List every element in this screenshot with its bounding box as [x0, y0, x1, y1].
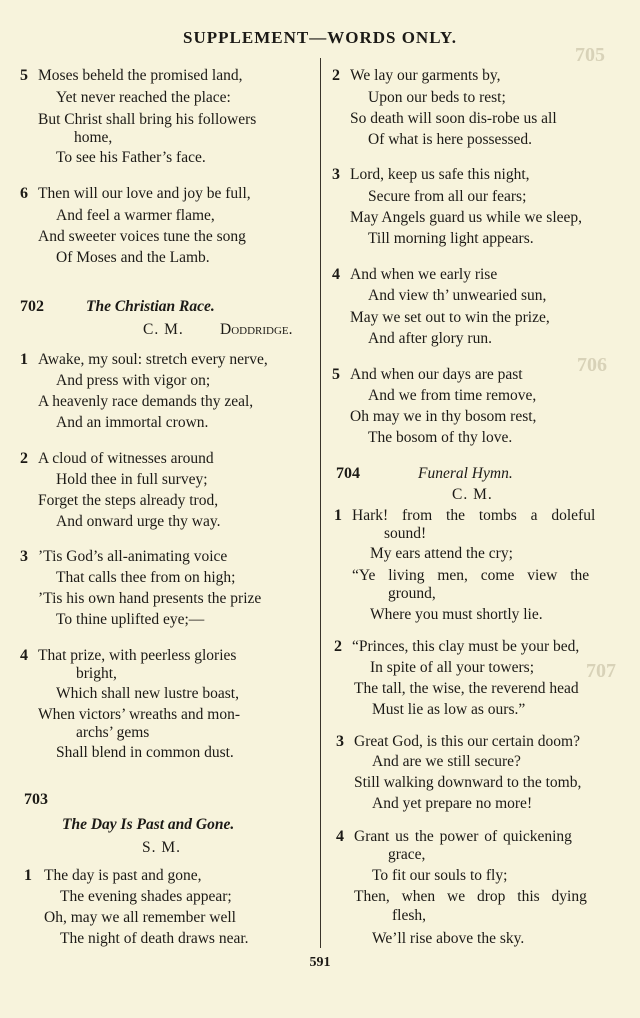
hymn-title: The Christian Race. — [86, 298, 215, 315]
verse-line: sound! — [384, 525, 427, 542]
ghost-hymn-number: 707 — [586, 660, 616, 682]
verse-line: Shall blend in common dust. — [56, 744, 234, 761]
verse-line: Which shall new lustre boast, — [56, 685, 239, 702]
verse-line: Moses beheld the promised land, — [38, 67, 243, 84]
verse-number: 3 — [332, 166, 340, 183]
verse-line: And yet prepare no more! — [372, 795, 533, 812]
verse-line: That calls thee from on high; — [56, 569, 236, 586]
verse-line: grace, — [388, 846, 426, 863]
verse-line: May Angels guard us while we sleep, — [350, 209, 583, 226]
verse-line: And sweeter voices tune the song — [38, 228, 246, 245]
verse-line: And we from time remove, — [368, 387, 537, 404]
hymn-title: Funeral Hymn. — [418, 465, 513, 482]
verse-line: The bosom of thy love. — [368, 429, 513, 446]
verse-line: Of what is here possessed. — [368, 131, 533, 148]
hymn-number: 704 — [336, 465, 360, 482]
verse-number: 2 — [332, 67, 340, 84]
verse-line: And view th’ unwearied sun, — [368, 287, 547, 304]
verse-line: And after glory run. — [368, 330, 492, 347]
verse-line: And an immortal crown. — [56, 414, 209, 431]
verse-line: May we set out to win the prize, — [350, 309, 550, 326]
verse-line: Hark! from the tombs a doleful — [352, 507, 596, 524]
verse-number: 1 — [20, 351, 28, 368]
verse-line: That prize, with peerless glories — [38, 647, 237, 664]
verse-line: Of Moses and the Lamb. — [56, 249, 210, 266]
verse-line: Must lie as low as ours.” — [372, 701, 526, 718]
column-divider — [320, 58, 321, 948]
verse-number: 3 — [336, 733, 344, 750]
verse-line: Forget the steps already trod, — [38, 492, 219, 509]
verse-line: The tall, the wise, the reverend head — [354, 680, 579, 697]
verse-line: My ears attend the cry; — [370, 545, 513, 562]
verse-line: The day is past and gone, — [44, 867, 202, 884]
verse-number: 4 — [332, 266, 340, 283]
verse-line: And onward urge thy way. — [56, 513, 221, 530]
verse-line: In spite of all your towers; — [370, 659, 535, 676]
hymn-number: 703 — [24, 791, 48, 808]
verse-line: Hold thee in full survey; — [56, 471, 208, 488]
verse-number: 4 — [20, 647, 28, 664]
verse-line: To fit our souls to fly; — [372, 867, 508, 884]
page-number: 591 — [309, 955, 331, 970]
verse-line: And press with vigor on; — [56, 372, 211, 389]
hymn-number: 702 — [20, 298, 44, 315]
verse-number: 1 — [334, 507, 342, 524]
verse-number: 5 — [332, 366, 340, 383]
verse-line: When victors’ wreaths and mon- — [38, 706, 241, 723]
verse-line: Till morning light appears. — [368, 230, 534, 247]
verse-line: But Christ shall bring his followers — [38, 111, 257, 128]
verse-line: Secure from all our fears; — [368, 188, 527, 205]
verse-line: flesh, — [392, 907, 427, 924]
ghost-hymn-number: 706 — [577, 354, 607, 376]
verse-line: Where you must shortly lie. — [370, 606, 543, 623]
verse-line: ’Tis his own hand presents the prize — [38, 590, 262, 607]
verse-line: Still walking downward to the tomb, — [354, 774, 582, 791]
verse-number: 2 — [334, 638, 342, 655]
verse-number: 1 — [24, 867, 32, 884]
verse-line: bright, — [76, 665, 117, 682]
hymn-title: The Day Is Past and Gone. — [62, 816, 235, 833]
verse-line: archs’ gems — [76, 724, 150, 741]
verse-number: 3 — [20, 548, 28, 565]
page-header: SUPPLEMENT—WORDS ONLY. — [183, 28, 457, 47]
verse-line: The evening shades appear; — [60, 888, 232, 905]
verse-line: To thine uplifted eye;— — [56, 611, 205, 628]
verse-line: Oh may we in thy bosom rest, — [350, 408, 537, 425]
verse-line: “Princes, this clay must be your bed, — [352, 638, 580, 655]
verse-line: “Ye living men, come view the — [352, 567, 590, 584]
verse-line: Awake, my soul: stretch every nerve, — [38, 351, 268, 368]
hymn-meter: S. M. — [142, 839, 182, 856]
verse-line: So death will soon dis-robe us all — [350, 110, 557, 127]
verse-line: We lay our garments by, — [350, 67, 501, 84]
verse-number: 2 — [20, 450, 28, 467]
verse-line: Oh, may we all remember well — [44, 909, 236, 926]
verse-line: Then will our love and joy be full, — [38, 185, 251, 202]
verse-number: 4 — [336, 828, 344, 845]
hymn-author: Doddridge. — [220, 321, 293, 338]
verse-line: And feel a warmer flame, — [56, 207, 215, 224]
verse-line: Yet never reached the place: — [56, 89, 231, 106]
verse-line: A heavenly race demands thy zeal, — [38, 393, 254, 410]
ghost-hymn-number: 705 — [575, 44, 605, 66]
verse-line: ’Tis God’s all-animating voice — [38, 548, 228, 565]
verse-line: And when we early rise — [350, 266, 498, 283]
verse-line: We’ll rise above the sky. — [372, 930, 525, 947]
hymn-meter: C. M. — [143, 321, 184, 338]
verse-line: And are we still secure? — [372, 753, 521, 770]
verse-line: To see his Father’s face. — [56, 149, 206, 166]
verse-line: ground, — [388, 585, 436, 602]
verse-line: Upon our beds to rest; — [368, 89, 506, 106]
hymn-meter: C. M. — [452, 486, 493, 503]
verse-number: 6 — [20, 185, 28, 202]
verse-line: The night of death draws near. — [60, 930, 249, 947]
verse-line: And when our days are past — [350, 366, 523, 383]
verse-line: Great God, is this our certain doom? — [354, 733, 580, 750]
verse-line: Then, when we drop this dying — [354, 888, 587, 905]
verse-number: 5 — [20, 67, 28, 84]
verse-line: Lord, keep us safe this night, — [350, 166, 530, 183]
verse-line: home, — [74, 129, 113, 146]
verse-line: Grant us the power of quickening — [354, 828, 572, 845]
verse-line: A cloud of witnesses around — [38, 450, 214, 467]
